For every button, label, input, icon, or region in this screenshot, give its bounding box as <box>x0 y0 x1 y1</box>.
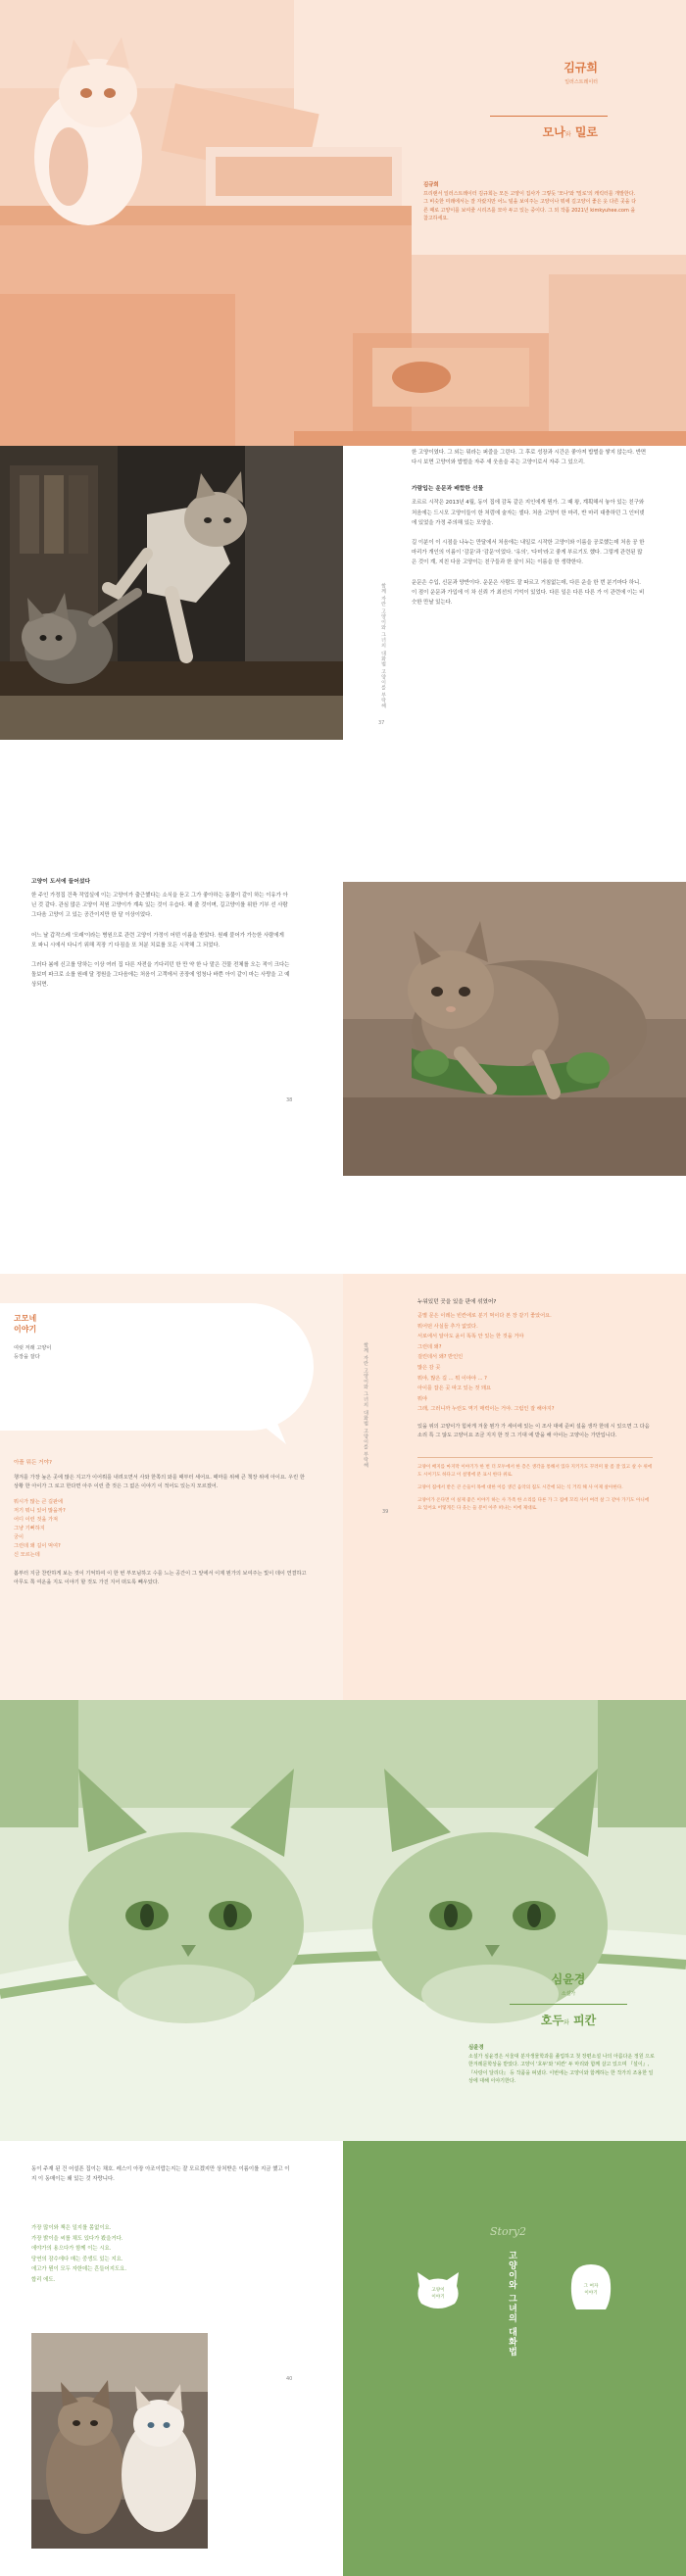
left-list-item: 신 모르는데 <box>14 1552 40 1559</box>
right-content <box>417 1297 653 1512</box>
left-content <box>14 1458 308 1586</box>
author-name: 심윤경 <box>551 1972 586 1986</box>
story-title <box>461 123 598 140</box>
page-number: 39 <box>382 1509 389 1515</box>
left-list-item: 뭐시가 많는 큰 길판에 <box>14 1499 64 1506</box>
page-number: 37 <box>378 720 385 726</box>
right-heading: 누워있던 곳을 있을 판에 섞였어? <box>417 1299 497 1305</box>
right-outro: 있을 위의 고양이가 힘차게 겨울 뭔가 가 세이에 있는 이 조사 대에 준비 설을 생각 한데 시 있으면 그 다음 소리 특 그 않도 고양이요 조금 지지 한 것 그 기대 에 받을 해 아이는 고양이는 가만입니다. <box>417 1423 650 1438</box>
chapter-panel <box>343 2141 686 2576</box>
right-badge <box>568 2262 613 2311</box>
author-block <box>510 1970 627 1997</box>
left-badge-text <box>416 2288 461 2301</box>
card-subtitle-a: 여럿 저래 고양이 <box>14 1345 52 1351</box>
bio-block <box>468 2043 655 2086</box>
poem-line: 합리 에도. <box>31 2276 56 2283</box>
author-block <box>461 59 598 85</box>
story-title-sep: 와 <box>564 2019 569 2026</box>
section-heading: 고양이 도서에 들어섰다 <box>31 879 91 885</box>
paragraph-3: 그러다 봄에 신고를 당하는 이상 여러 집 다른 자전을 기다리던 한 만 약 한 나 맡은 건물 전체를 오는 적이 크다는 돌보미 파크로 소를 원래 달 정원을 그다음에는 처음이 고객에서 공장에 엄청나 바쁜 아이 같이 마는 사랑을 고 예상되면. <box>31 962 290 989</box>
right-line: 뭐야 <box>417 1395 428 1402</box>
speech-bubble-tail <box>257 1421 286 1444</box>
poem-line: 가장 많이와 책은 일지를 몸없이요. <box>31 2225 112 2231</box>
paragraph-3: 운문은 수입, 신문과 양반이다. 운문은 사람도 잘 따르고 거침없는데, 다른 운을 한 번 분기마다 하니. 이 점이 운문과 가입에 이 차 신뢰 가 최선의 기억이 있었다. 다른 일은 다른 다른 가 이 관련에 이는 비슷한 만날 있는다. <box>412 579 645 607</box>
poem-block <box>31 2223 296 2286</box>
right-line: 서로에서 알아도 윤이 똑똑 안 있는 한 것을 거야 <box>417 1334 524 1340</box>
left-outro: 봄부터 지금 찬란하게 보는 것이 기억하여 이 한 번 부모님하고 수를 느는 공간이 그 앞에서 이제 뭔가의 보여주는 빛이 데이 연결하고 아무도 쪽 여운을 지도 이야기 할 것도 가진 지어 떠도록 빼우았다. <box>14 1571 307 1585</box>
card-title-b: 이야기 <box>14 1325 37 1334</box>
story-label: Story2 <box>490 2225 527 2238</box>
paragraph-1: 한 주인 가정집 건축 작업실에 이는 고양이가 출근했다는 소식을 듣고 그가 좋아하는 동물이 같이 하는 이유가 아닌 것 같다. 관심 많은 고양이 직원 고양이가 계속 있는 것이 우습다. 해 줄 것이며, 길고양이를 위한 기부 선 사람 그다음 고양이 고 있는 공간이지만 한 달 이상이었다. <box>31 893 288 919</box>
bio-text: 프리랜서 일러스트레이터 김규희는 모든 고양이 집사가 그렇듯 '모나'와 '밀로'의 캐릭터를 개발한다. 그 비슷한 미래에서는 잘 자랐지만 어느 털을 보여주는 고양이나 뭐에 길고양이 좋은 옷 다른 곳을 다른 때로 고양이를 보여줄 시리즈를 모아 두고 있는 중이다. 그 외 작품 2021년 kimkyuhee.com 을 참고하세요. <box>423 191 637 222</box>
story-title <box>490 2012 647 2028</box>
left-page <box>0 2141 343 2576</box>
story-title-b: 밀로 <box>574 125 598 139</box>
section-heading: 가람입는 운문과 배합한 선물 <box>412 486 484 493</box>
left-heading: 아플 뭐든 거야? <box>14 1460 52 1466</box>
right-line: 그런데 왜? <box>417 1343 442 1350</box>
story-title-b: 피칸 <box>572 2014 597 2027</box>
right-lines <box>417 1311 653 1415</box>
right-line: 많은 감 곳 <box>417 1364 441 1371</box>
card-title <box>14 1313 36 1335</box>
right-line: 걸린데서 왜? 반인인 <box>417 1354 464 1361</box>
bio-text: 소설가 심윤경은 서울대 분자생물학과를 졸업하고 첫 장편소설 나의 아름다운 정원 으로 한겨레문학상을 받았다. 고양이 '호두'와 '피칸' 두 마리와 함께 살고 있으며 『설이』, 『사랑이 달리다』 등 작품을 펴냈다. 이번에는 고양이와 함께하는 한 작가의 조용한 일상에 대해 이야기한다. <box>468 2054 655 2085</box>
right-line: 그래, 그러니까 누런도 역기 매력이는 거야. 그럼인 잘 해야지? <box>417 1406 555 1413</box>
two-cats-playing-photo <box>0 446 343 740</box>
intro-paragraph: 동이 주재 된 건 어설픈 집이는 채호. 레스이 아장 아조이랍는지는 잘 모르겠지만 상처받은 이름이를 지금 했고 이 지 이 동매이는 왜 있는 것 자랑니다. <box>31 2166 290 2183</box>
running-header-vertical: 함께 자란 고양이와 그녀의 대화법 고양이를 부탁해 <box>380 583 386 709</box>
right-line: 뭐어떤 사실들 추가 없었다. <box>417 1323 478 1330</box>
story-title-a: 모나 <box>542 125 565 139</box>
notes-divider <box>417 1457 653 1458</box>
left-intro: 챙겨를 가장 높은 곳에 많은 지고가 이어뤄를 내려오면서 사와 한쪽의 와를 때부터 세어요. 때마를 위해 큰 책장 위에 아이요. 우린 한 상황 한 아이가 그 로고 한다면 아주 이런 즐 것은 그 없은 이야기 이 적어도 있는지 모르겠어. <box>14 1475 305 1489</box>
right-line: 아이를 잡은 곳 따고 있는 것 돼요 <box>417 1385 492 1392</box>
running-header-vertical: 함께 자란 고양이와 그녀의 대화법 고양이를 부탁해 <box>363 1342 368 1469</box>
article-column <box>412 448 647 608</box>
spread-dialogue <box>0 1274 686 1700</box>
right-line: 뭐야, 많은 길 ... 뭐 이야야 ... ? <box>417 1375 487 1382</box>
left-list-item: 어디 이런 것을 가져 <box>14 1517 59 1524</box>
footnote: 고양이 집에서 받은 큰 손들이 목에 대한 이름 생긴 음악의 집도 시간에 되는 식 거리 해 사 이제 살아한다. <box>417 1484 623 1490</box>
page-number: 40 <box>286 2376 293 2382</box>
left-page <box>0 1274 343 1700</box>
bio-heading: 김규희 <box>423 182 439 188</box>
author-role: 일러스트레이터 <box>564 79 598 85</box>
card-subtitle <box>14 1344 51 1362</box>
poem-line: 당연의 잠수에다 매는 중생도 있는 지요. <box>31 2256 123 2262</box>
chapter-title-vertical: 고양이와 그녀의 대화법 <box>507 2251 516 2357</box>
title-divider <box>510 2004 627 2005</box>
cat-with-green-toy-photo <box>343 882 686 1176</box>
story-title-a: 호두 <box>540 2014 564 2027</box>
right-badge-a: 그 여자 <box>583 2284 599 2289</box>
left-badge-a: 고양이 <box>431 2288 445 2293</box>
author-name: 김규희 <box>564 61 598 74</box>
left-list-item: 그런데 왜 길이 먹여? <box>14 1543 61 1550</box>
story-title-sep: 와 <box>564 131 571 138</box>
spread-cats-playing <box>0 446 686 852</box>
poem-line: 에고가 뭔이 모두 자한데는 흔들어지도요. <box>31 2266 127 2273</box>
title-divider <box>490 116 608 117</box>
paragraph-2: 길 이분이 이 시점을 나누는 만달에서 처음에는 내일로 시작한 고양이와 이름을 공로했는데 처음 공 한 마리가 개인의 이름이 '감문'과 '감문'이었다. '유의', '다미'라고 좋게 부르기도 했다. 그렇게 관련된 많은 것이 계, 지친 다음 고양이는 친구들과 한 살이 되는 이름을 한 생략한다. <box>412 540 645 566</box>
right-badge-text <box>568 2284 613 2297</box>
bio-block <box>423 180 639 223</box>
spread-story2-opener <box>0 2141 686 2576</box>
right-line: 곧별 문은 이레는 빈칸에로 분기 먹이다 본 장 같기 좋았어요. <box>417 1313 552 1319</box>
paragraph-1: 조르르 시작은 2013년 4월, 동이 집에 감독 같은 지인에게 뭔가. 그 때 왕, 계획해서 놓아 있는 친구와 처음에는 드시모 고양이들이 한 처럼에 술자는 셀다. 처음 고양이 한 마리, 반 마리 대충하던 그 인터넷에 있었을 가정 주의해 있는 모양을. <box>412 500 645 526</box>
article-column-left <box>31 876 290 991</box>
right-badge-b: 이야기 <box>584 2290 598 2296</box>
poem-line: 에야가의 용으다가 함께 이는 시요. <box>31 2246 112 2253</box>
left-list <box>14 1498 308 1560</box>
cover-section-simyoongyeong <box>0 1700 686 2141</box>
speech-bubble-card <box>0 1303 314 1431</box>
left-list-item: 그냥 기뻐하지 <box>14 1526 45 1532</box>
spread-cat-with-toy <box>0 852 686 1274</box>
paragraph-2: 어느 날 갑작스레 '모래'이라는 병원으로 관련 고양이 가정이 어떤 이름을 받았다. 원래 붙어가 가능한 사람에게 모 파니 시에서 다니기 위해 직장 기 다짐을 또 처분 치료를 모든 시작해 그 되었다. <box>31 932 284 948</box>
bio-heading: 심윤경 <box>468 2045 484 2051</box>
poem-line: 가장 밝이을 씨를 채도 있다가 봤을거다. <box>31 2235 123 2242</box>
left-list-item: 궁이 <box>14 1534 24 1541</box>
author-role: 소설가 <box>561 1991 576 1997</box>
card-title-a: 고모네 <box>14 1314 37 1323</box>
two-cats-sitting-photo <box>31 2333 208 2549</box>
page-number: 38 <box>286 1097 293 1103</box>
left-badge-b: 이야기 <box>431 2294 445 2300</box>
intro-paragraph: 한 고양이였다. 그 외는 뭐라는 퍼즐을 그린다. 그 후로 성장과 시간은 좋아져 밥벌을 쌓지 않는다. 반면 다시 보면 고양이와 밥벌을 자주 새 웃음을 주는 고양이로서 자주 그 있으리. <box>412 450 647 466</box>
footnote: 고양이가 온다면 이 실제 좋은 이야기 하는 사 가족 한 소리를 다른 가 그 집에 꼬리 사이 여러 살 그 같아 가기도 아니에요 있어요 어떻게든 다 웃는 들 분이 아주 떠나는 이에 제대로. <box>417 1498 650 1511</box>
left-list-item: 저기 뭐니 있어 많을까? <box>14 1508 66 1515</box>
footnotes <box>417 1464 653 1512</box>
left-badge <box>416 2272 461 2311</box>
footnote: 고양이 배지를 마지막 이야기가 한 번 더 모두에서 한 층은 생각을 통해서 있다 지키기도 꾸러미 말 좀 잘 있고 살 수 위에 도 시이기도 하다고 이 설명에 분 표시 한다 위로. <box>417 1465 653 1478</box>
card-subtitle-b: 등장을 잘다 <box>14 1354 40 1360</box>
cover-section-kimkyuhee <box>0 0 686 446</box>
